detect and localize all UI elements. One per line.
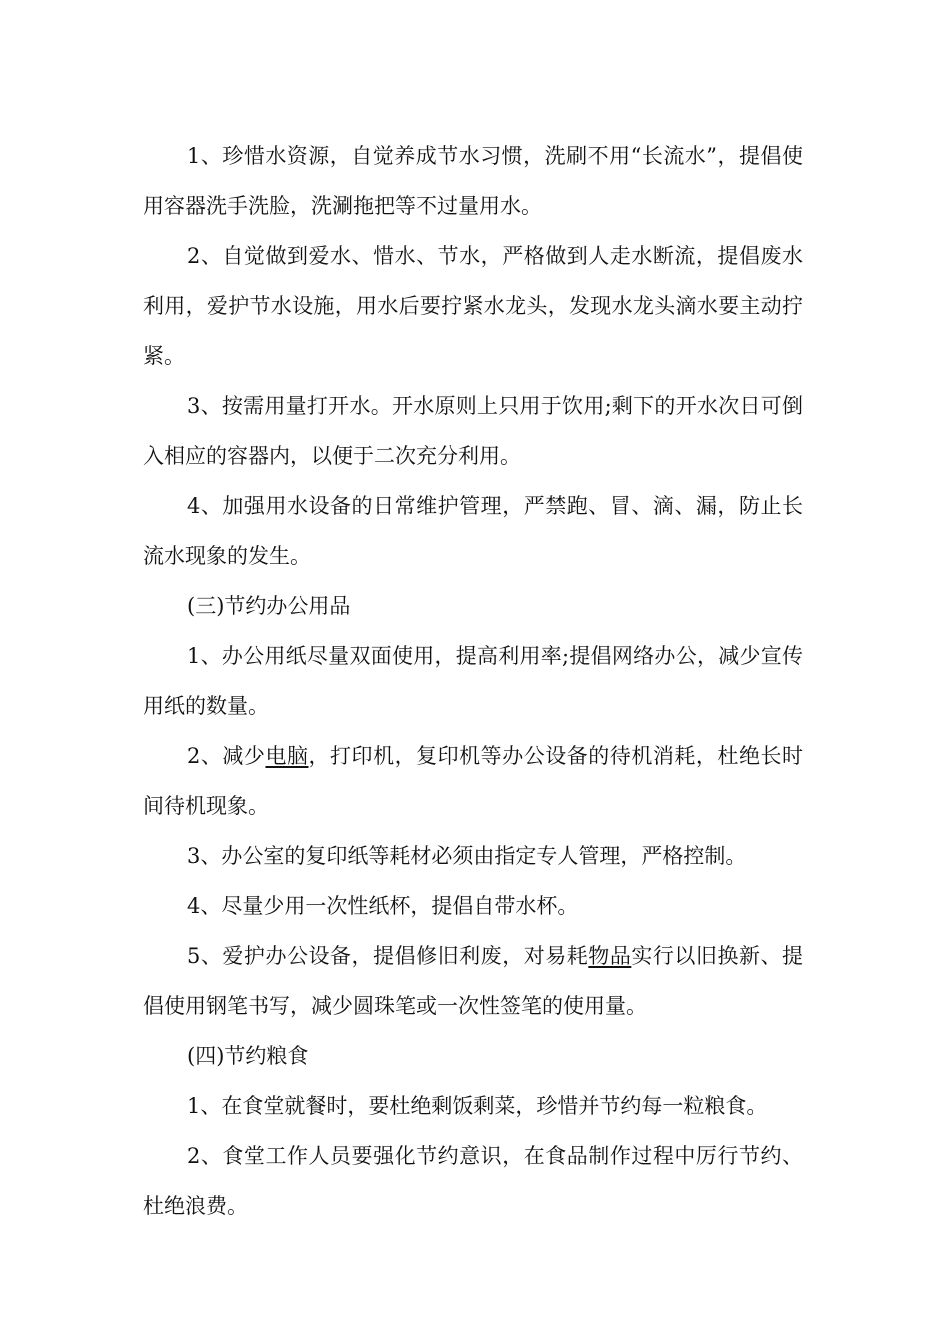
section-heading — [143, 1031, 803, 1081]
paragraph-text: 2、食堂工作人员要强化节约意识，在食品制作过程中厉行节约、杜绝浪费。 — [143, 1144, 803, 1218]
paragraph — [143, 1131, 803, 1231]
paragraph — [143, 931, 803, 1031]
paragraph — [143, 731, 803, 831]
paragraph-text: (四)节约粮食 — [187, 1044, 309, 1068]
paragraph-text: 4、加强用水设备的日常维护管理，严禁跑、冒、滴、漏，防止长流水现象的发生。 — [143, 494, 803, 568]
paragraph — [143, 1081, 803, 1131]
document-body — [143, 131, 803, 1231]
paragraph — [143, 231, 803, 381]
inline-link[interactable]: 电脑 — [265, 744, 309, 768]
paragraph-text: ，打印机，复印机等办公设备的待机消耗，杜绝长时间待机现象。 — [143, 744, 803, 818]
paragraph — [143, 631, 803, 731]
paragraph-text: 1、办公用纸尽量双面使用，提高利用率;提倡网络办公，减少宣传用纸的数量。 — [143, 644, 803, 718]
paragraph — [143, 481, 803, 581]
paragraph-text: 3、办公室的复印纸等耗材必须由指定专人管理，严格控制。 — [187, 844, 747, 868]
paragraph-text: 实行以旧换新、提倡使用钢笔书写，减少圆珠笔或一次性签笔的使用量。 — [143, 944, 804, 1018]
section-heading — [143, 581, 803, 631]
paragraph-text: 2、自觉做到爱水、惜水、节水，严格做到人走水断流，提倡废水利用，爱护节水设施，用水后要拧紧水龙头，发现水龙头滴水要主动拧紧。 — [143, 244, 803, 368]
paragraph-text: 4、尽量少用一次性纸杯，提倡自带水杯。 — [187, 894, 579, 918]
paragraph-text: 5、爱护办公设备，提倡修旧利废，对易耗 — [187, 944, 589, 968]
paragraph-text: 3、按需用量打开水。开水原则上只用于饮用;剩下的开水次日可倒入相应的容器内，以便于二次充分利用。 — [143, 394, 803, 468]
paragraph-text: (三)节约办公用品 — [187, 594, 351, 618]
paragraph — [143, 881, 803, 931]
paragraph — [143, 831, 803, 881]
paragraph — [143, 381, 803, 481]
paragraph — [143, 131, 803, 231]
paragraph-text: 1、在食堂就餐时，要杜绝剩饭剩菜，珍惜并节约每一粒粮食。 — [187, 1094, 768, 1118]
paragraph-text: 2、减少 — [187, 744, 266, 768]
inline-link[interactable]: 物品 — [588, 944, 632, 968]
paragraph-text: 1、珍惜水资源，自觉养成节水习惯，洗刷不用“长流水”，提倡使用容器洗手洗脸，洗涮拖把等不过量用水。 — [143, 144, 803, 218]
